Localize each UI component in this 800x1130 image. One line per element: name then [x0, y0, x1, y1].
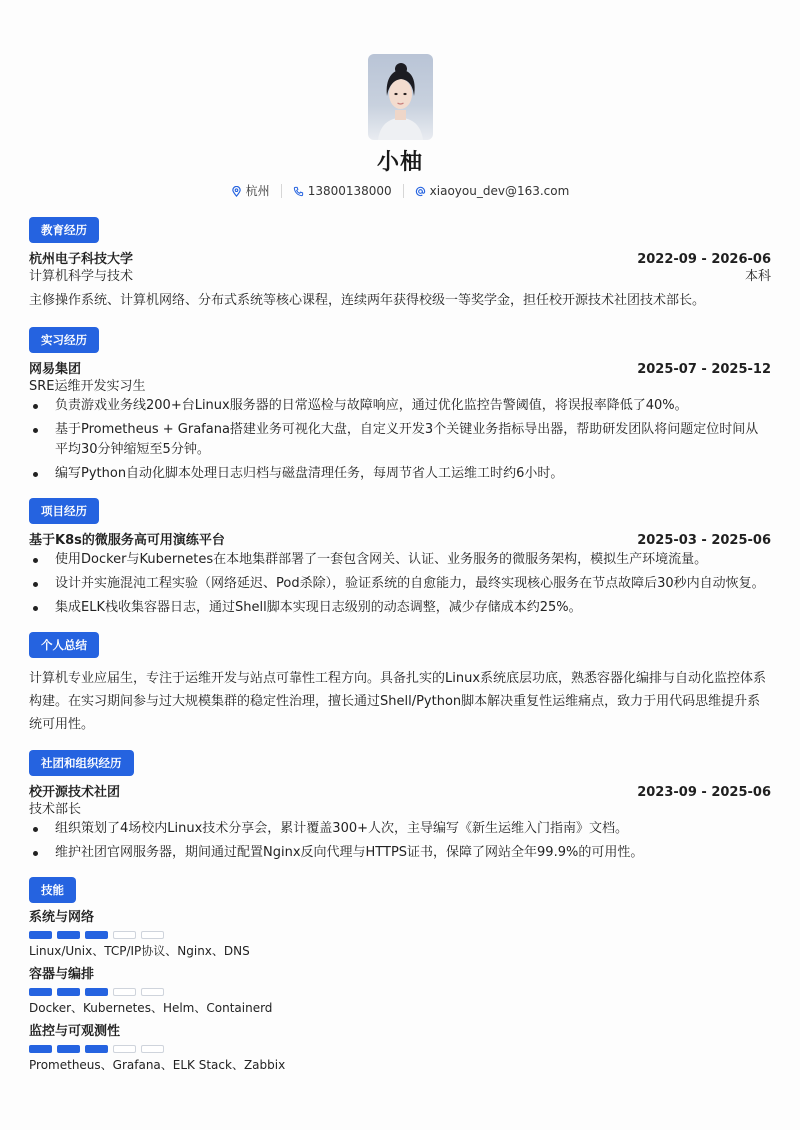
location-text: 杭州: [245, 184, 270, 198]
club-name: 校开源技术社团: [29, 785, 121, 800]
location-pin-icon: [231, 186, 242, 197]
level-segment-empty: [141, 931, 164, 939]
internship-bullets: [29, 396, 771, 484]
level-segment-empty: [141, 988, 164, 996]
internship-section: [29, 327, 771, 484]
contact-divider: [281, 184, 282, 198]
email-text: xiaoyou_dev@163.com: [429, 184, 570, 198]
education-date: 2022-09 - 2026-06: [637, 252, 771, 267]
summary-text: 计算机专业应届生，专注于运维开发与站点可靠性工程方向。具备扎实的Linux系统底层功底，熟悉容器化编排与自动化监控体系构建。在实习期间参与过大规模集群的稳定性治理，擅长通过Shell/Python脚本解决重复性运维痛点，致力于用代码思维提升系统可用性。: [29, 671, 767, 732]
level-segment-filled: [85, 931, 108, 939]
level-segment-filled: [85, 1045, 108, 1053]
club-bullets: [29, 819, 771, 863]
skill-name: 容器与编排: [29, 967, 95, 982]
project-section: [29, 498, 771, 618]
level-segment-empty: [141, 1045, 164, 1053]
section-tag-summary: 个人总结: [29, 632, 99, 658]
skill-name: 监控与可观测性: [29, 1024, 121, 1039]
internship-entry: [29, 361, 771, 484]
bullet-item: 设计并实施混沌工程实验（网络延迟、Pod杀除），验证系统的自愈能力，最终实现核心服务在节点故障后30秒内自动恢复。: [29, 574, 771, 594]
skill-level-bar: [29, 931, 771, 939]
level-segment-filled: [29, 1045, 52, 1053]
bullet-item: 负责游戏业务线200+台Linux服务器的日常巡检与故障响应，通过优化监控告警阈值，将误报率降低了40%。: [29, 396, 771, 416]
skill-description: Linux/Unix、TCP/IP协议、Nginx、DNS: [29, 944, 250, 958]
bullet-item: 维护社团官网服务器，期间通过配置Nginx反向代理与HTTPS证书，保障了网站全年99.9%的可用性。: [29, 843, 771, 863]
club-section: [29, 750, 771, 863]
section-tag-skills: 技能: [29, 877, 76, 903]
education-section: [29, 217, 771, 313]
level-segment-empty: [113, 1045, 136, 1053]
bullet-item: 集成ELK栈收集容器日志，通过Shell脚本实现日志级别的动态调整，减少存储成本约25%。: [29, 598, 771, 618]
level-segment-filled: [57, 988, 80, 996]
skill-item: [29, 1023, 771, 1074]
level-segment-filled: [29, 931, 52, 939]
education-description: 主修操作系统、计算机网络、分布式系统等核心课程，连续两年获得校级一等奖学金，担任校开源技术社团技术部长。: [29, 293, 706, 308]
school-name: 杭州电子科技大学: [29, 252, 134, 267]
level-segment-empty: [113, 988, 136, 996]
project-date: 2025-03 - 2025-06: [637, 533, 771, 548]
section-tag-project: 项目经历: [29, 498, 99, 524]
skill-description: Prometheus、Grafana、ELK Stack、Zabbix: [29, 1058, 286, 1072]
summary-section: [29, 632, 771, 736]
section-tag-club: 社团和组织经历: [29, 750, 134, 776]
section-tag-education: 教育经历: [29, 217, 99, 243]
phone-icon: [293, 186, 304, 197]
contact-phone[interactable]: [293, 183, 392, 199]
bullet-item: 基于Prometheus + Grafana搭建业务可视化大盘，自定义开发3个关键业务指标导出器，帮助研发团队将问题定位时间从平均30分钟缩短至5分钟。: [29, 420, 771, 460]
skill-description: Docker、Kubernetes、Helm、Containerd: [29, 1001, 273, 1015]
bullet-item: 编写Python自动化脚本处理日志归档与磁盘清理任务，每周节省人工运维工时约6小时。: [29, 464, 771, 484]
bullet-item: 使用Docker与Kubernetes在本地集群部署了一套包含网关、认证、业务服务的微服务架构，模拟生产环境流量。: [29, 550, 771, 570]
major: 计算机科学与技术: [29, 269, 134, 284]
degree: 本科: [744, 269, 771, 284]
internship-date: 2025-07 - 2025-12: [637, 362, 771, 377]
club-entry: [29, 784, 771, 863]
bullet-item: 组织策划了4场校内Linux技术分享会，累计覆盖300+人次，主导编写《新生运维入门指南》文档。: [29, 819, 771, 839]
internship-role: SRE运维开发实习生: [29, 379, 146, 394]
section-tag-internship: 实习经历: [29, 327, 99, 353]
at-email-icon: [415, 186, 426, 197]
company-name: 网易集团: [29, 362, 82, 377]
skill-item: [29, 966, 771, 1017]
contact-email[interactable]: [415, 183, 570, 199]
portrait-icon: [368, 54, 433, 140]
contact-divider: [403, 184, 404, 198]
resume-header: [29, 0, 771, 199]
skill-level-bar: [29, 1045, 771, 1053]
skill-item: [29, 909, 771, 960]
skill-name: 系统与网络: [29, 910, 95, 925]
skill-level-bar: [29, 988, 771, 996]
club-role: 技术部长: [29, 802, 82, 817]
project-name: 基于K8s的微服务高可用演练平台: [29, 533, 225, 548]
education-entry: [29, 251, 771, 313]
skills-section: [29, 877, 771, 1074]
project-entry: [29, 532, 771, 618]
level-segment-filled: [85, 988, 108, 996]
profile-photo: [368, 54, 433, 140]
phone-text: 13800138000: [307, 184, 392, 198]
level-segment-empty: [113, 931, 136, 939]
project-bullets: [29, 550, 771, 618]
contact-location: [231, 183, 270, 199]
level-segment-filled: [29, 988, 52, 996]
level-segment-filled: [57, 1045, 80, 1053]
club-date: 2023-09 - 2025-06: [637, 785, 771, 800]
contact-row: [29, 183, 771, 199]
candidate-name: 小柚: [376, 150, 423, 175]
level-segment-filled: [57, 931, 80, 939]
